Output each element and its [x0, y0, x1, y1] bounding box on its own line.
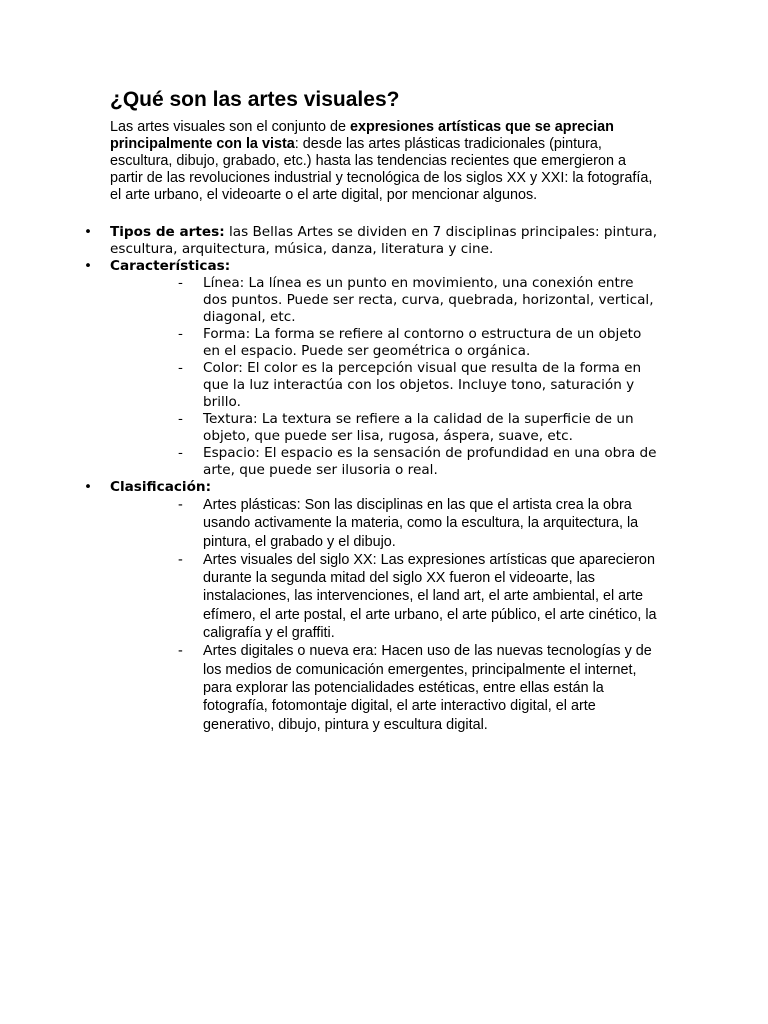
caracteristica-item	[0, 445, 658, 479]
bullet-icon: •	[84, 479, 93, 495]
tipos-heading: Tipos de artes:	[110, 224, 225, 240]
intro-bold: expresiones artísticas que se aprecian principalmente con la vista	[110, 119, 614, 152]
dash-icon: -	[178, 551, 183, 568]
list-item-clasificacion	[0, 479, 658, 496]
list-item-caracteristicas	[0, 258, 658, 275]
tipos-text: las Bellas Artes se dividen en 7 disciplinas principales: pintura, escultura, arquitectura, música, danza, literatura y cine.	[110, 224, 658, 257]
dash-icon: -	[178, 411, 183, 427]
intro-paragraph	[110, 119, 658, 204]
caracteristica-text: Color: El color es la percepción visual que resulta de la forma en que la luz interactúa con los objetos. Incluye tono, saturación y brillo.	[203, 360, 642, 410]
dash-icon: -	[178, 445, 183, 461]
clasificacion-text: Artes plásticas: Son las disciplinas en las que el artista crea la obra usando activamente la materia, como la escultura, la arquitectura, la pintura, el grabado y el dibujo.	[203, 497, 639, 550]
caracteristica-text: Textura: La textura se refiere a la calidad de la superficie de un objeto, que puede ser lisa, rugosa, áspera, suave, etc.	[203, 411, 634, 444]
caracteristica-item	[0, 275, 658, 326]
clasificacion-item	[0, 551, 658, 642]
caracteristica-text: Espacio: El espacio es la sensación de profundidad en una obra de arte, que puede ser ilusoria o real.	[203, 445, 657, 478]
dash-icon: -	[178, 360, 183, 376]
clasificacion-heading: Clasificación:	[110, 479, 212, 495]
clasificacion-item	[0, 642, 658, 733]
bullet-icon: •	[84, 224, 93, 240]
clasificacion-item	[0, 496, 658, 551]
caracteristica-item	[0, 360, 658, 411]
caracteristica-text: Línea: La línea es un punto en movimiento, una conexión entre dos puntos. Puede ser recta, curva, quebrada, horizontal, vertical, diagonal, etc.	[203, 275, 654, 325]
dash-icon: -	[178, 326, 183, 342]
clasificacion-text: Artes visuales del siglo XX: Las expresiones artísticas que aparecieron durante la segunda mitad del siglo XX fueron el videoarte, las instalaciones, las intervenciones, el land art, el arte ambiental, el arte efímero, el arte postal, el arte urbano, el arte público, el arte cinético, la caligrafía y el graffiti.	[203, 551, 657, 642]
bullet-icon: •	[84, 258, 93, 274]
clasificacion-text: Artes digitales o nueva era: Hacen uso de las nuevas tecnologías y de los medios de comunicación emergentes, principalmente el internet, para explorar las potencialidades estéticas, entre ellas están la fotografía, fotomontaje digital, el arte interactivo digital, el arte generativo, dibujo, pintura y escultura digital.	[203, 643, 652, 733]
caracteristicas-heading: Características:	[110, 258, 231, 274]
topic-list	[0, 224, 768, 734]
dash-icon: -	[178, 275, 183, 291]
caracteristica-item	[0, 411, 658, 445]
dash-icon: -	[178, 497, 183, 513]
page-title: ¿Qué son las artes visuales?	[110, 88, 400, 111]
caracteristica-item	[0, 326, 658, 360]
intro-rest: : desde las artes plásticas tradicionales (pintura, escultura, dibujo, grabado, etc.) hasta las tendencias recientes que emergieron a partir de las revoluciones industrial y tecnológica de los siglos XX y XXI: la fotografía, el arte urbano, el videoarte o el arte digital, por mencionar algunos.	[110, 136, 653, 203]
caracteristica-text: Forma: La forma se refiere al contorno o estructura de un objeto en el espacio. Puede ser geométrica o orgánica.	[203, 326, 642, 359]
intro-lead: Las artes visuales son el conjunto de	[110, 119, 350, 135]
list-item-tipos	[0, 224, 658, 258]
dash-icon: -	[178, 643, 183, 660]
